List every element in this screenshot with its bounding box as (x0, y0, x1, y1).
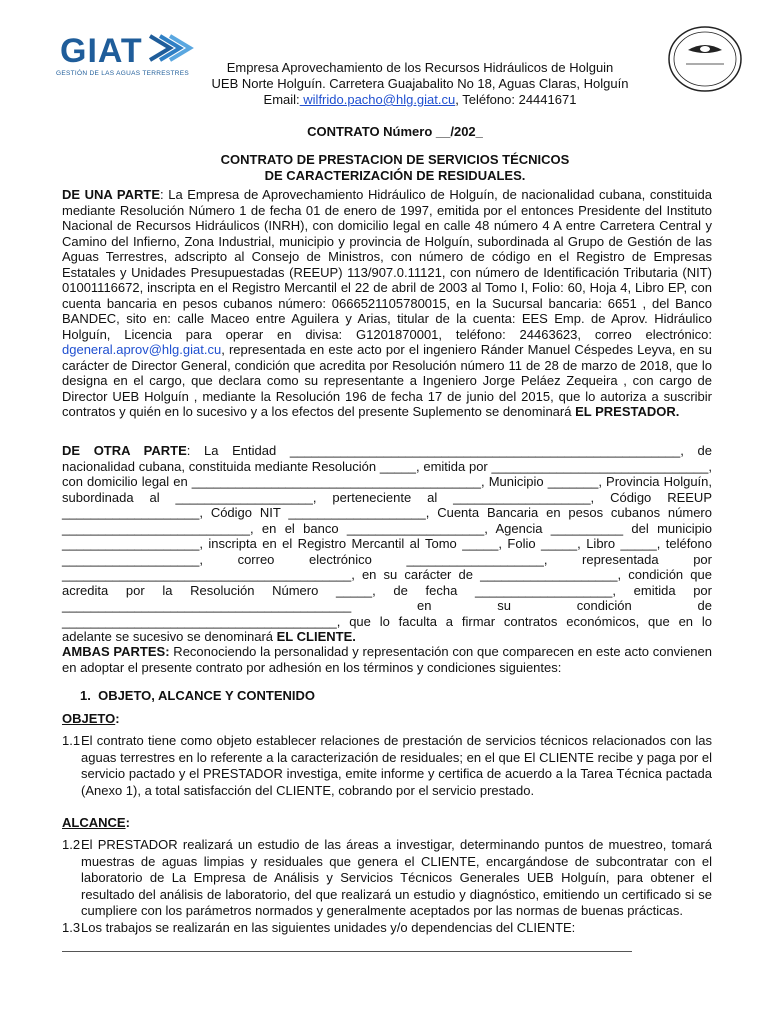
email-label: Email: (263, 92, 300, 107)
party-two-label: DE OTRA PARTE (62, 443, 187, 458)
clause-1-1-number: 1.1 (62, 733, 81, 748)
seal-stamp-icon (666, 24, 744, 94)
giat-logo (22, 20, 192, 82)
clause-1-3 (62, 920, 712, 937)
units-blank-line[interactable] (62, 951, 632, 952)
logo-wave-icon (148, 30, 194, 66)
party-one-email-link[interactable]: dgeneral.aprov@hlg.giat.cu (62, 342, 222, 357)
header-phone: , Teléfono: 24441671 (455, 92, 577, 107)
clause-1-3-number: 1.3 (62, 920, 81, 935)
clause-1-1 (62, 733, 712, 799)
both-parties-label: AMBAS PARTES: (62, 644, 170, 659)
party-one-text-end: , representada en este acto por el ingeniero Ránder Manuel Céspedes Leyva, en su carácter de Director General, condición que acredita por Resolución número 11 de 28 de marzo de 2018, que lo designa en el cargo, que declara como su representante a Ingeniero Jorge Peláez Zequeira , con cargo de Director UEB Holguín , mediante la Resolución 196 de fecha 17 de junio del 2015, que lo autoriza a suscribir contratos y quién en lo sucesivo y a los efectos del presente Suplemento se denominará (62, 342, 712, 419)
section-1-title: OBJETO, ALCANCE Y CONTENIDO (98, 688, 316, 703)
header-contact (200, 92, 640, 108)
company-header (200, 60, 640, 108)
objeto-heading (62, 711, 120, 726)
title-line-1: CONTRATO DE PRESTACION DE SERVICIOS TÉCNICOS (220, 152, 570, 167)
contract-number: CONTRATO Número __/202_ (307, 124, 483, 139)
logo-name: GIAT (60, 32, 143, 70)
party-one-text: : La Empresa de Aprovechamiento Hidráulico de Holguín, de nacionalidad cubana, constituida mediante Resolución Número 1 de fecha 01 de enero de 1997, emitida por el entonces Presidente del Instituto Nacional de Recursos Hidráulicos (INRH), con domicilio legal en calle 48 número 4 A entre Carretera Central y Camino del Infierno, Zona Industrial, municipio y provincia de Holguín, subordinada al Grupo de Gestión de las Aguas Terrestres, adscripto al Consejo de Ministros, con número de código en el Registro de Empresas Estatales y Unidades Presupuestadas (REEUP) 113/907.0.11121, con número de Identificación Tributaria (NIT) 01001116672, inscripta en el Registro Mercantil el 22 de abril de 2003 al Tomo I, Folio: 60, Hoja 4, Libro EP, con cuenta bancaria en pesos cubanos número: 0666521105780015, en la Sucursal bancaria: 6651 , del Banco BANDEC, sito en: calle Maceo entre Aguilera y Arias, titular de la cuenta: EES Emp. de Aprov. Hidráulico Holguín, Licencia para operar en divisa: G1201870001, teléfono: 24463623, correo electrónico: (62, 187, 713, 342)
party-one-label: DE UNA PARTE (62, 187, 161, 202)
alcance-heading (62, 815, 130, 830)
header-company-name: Empresa Aprovechamiento de los Recursos Hidráulicos de Holguin (226, 60, 614, 75)
objeto-colon: : (115, 711, 120, 726)
clause-1-2 (62, 837, 712, 920)
party-two-text: : La Entidad ______________________________________________________, de nacionalidad cubana, constituida mediante Resolución _____, emitida por ______________________________, con domicilio legal en ________________________________________, Municipio _______, Provincia Holguín, subordinada al ___________________, perteneciente al ___________________, Código REEUP ___________________, Código NIT ___________________, Cuenta Bancaria en pesos cubanos número __________________________, en el banco ___________________, Agencia __________ del municipio ___________________, inscripta en el Registro Mercantil al Tomo _____, Folio _____, Libro _____, teléfono ___________________, correo electrónico ___________________, representada por ________________________________________, en su carácter de ___________________, condición que acredita por la Resolución Número _____, de fecha ___________________, emitida por ________________________________________ en su condición de ______________________________________, que lo faculta a firmar contratos económicos, que en lo adelante se sucesivo se denominará (62, 443, 712, 644)
objeto-label: OBJETO (62, 711, 116, 726)
clause-1-2-text: El PRESTADOR realizará un estudio de las áreas a investigar, determinando puntos de muestreo, tomará muestras de aguas limpias y residuales que genera el CLIENTE, encargándose de subcontratar con el laboratorio de La Empresa de Análisis y Servicios Técnicos Generales UEB Holguín, para obtener el resultado del análisis de laboratorio, del que realizará un estudio y diagnóstico, emitiendo un certificado si se cumpliere con los parámetros normados y generalmente aceptados por las normas de buenas prácticas. (81, 837, 712, 918)
alcance-colon: : (125, 815, 130, 830)
company-seal (666, 24, 744, 94)
alcance-label: ALCANCE (62, 815, 126, 830)
clause-1-1-text: El contrato tiene como objeto establecer relaciones de prestación de servicios técnicos relacionados con las aguas terrestres en lo referente a la caracterización de residuales; en el que El CLIENTE recibe y paga por el servicio pactado y el PRESTADOR investiga, emite informe y certifica de acuerdo a la Tarea Técnica pactada (Anexo 1), a total satisfacción del CLIENTE, cobrando por el servicio prestado. (81, 733, 712, 798)
document-title (150, 152, 640, 184)
clause-1-3-text: Los trabajos se realizarán en las siguientes unidades y/o dependencias del CLIENTE: (81, 920, 576, 935)
both-parties-text: Reconociendo la personalidad y representación con que comparecen en este acto convienen en adoptar el presente contrato por adhesión en los términos y condiciones siguientes: (62, 644, 712, 675)
section-1-heading (80, 688, 315, 703)
party-two-paragraph (62, 443, 712, 645)
section-1-number: 1. (80, 688, 91, 703)
party-two-role: EL CLIENTE. (276, 629, 356, 644)
clause-1-2-number: 1.2 (62, 837, 81, 852)
header-address: UEB Norte Holguín. Carretera Guajabalito No 18, Aguas Claras, Holguín (211, 76, 629, 91)
logo-subtitle: GESTIÓN DE LAS AGUAS TERRESTRES (56, 70, 190, 77)
header-email-link[interactable]: wilfrido.pacho@hlg.giat.cu (299, 92, 456, 107)
both-parties-paragraph (62, 644, 712, 675)
party-one-paragraph (62, 187, 712, 420)
party-one-role: EL PRESTADOR. (575, 404, 680, 419)
title-line-2: DE CARACTERIZACIÓN DE RESIDUALES. (264, 168, 526, 183)
